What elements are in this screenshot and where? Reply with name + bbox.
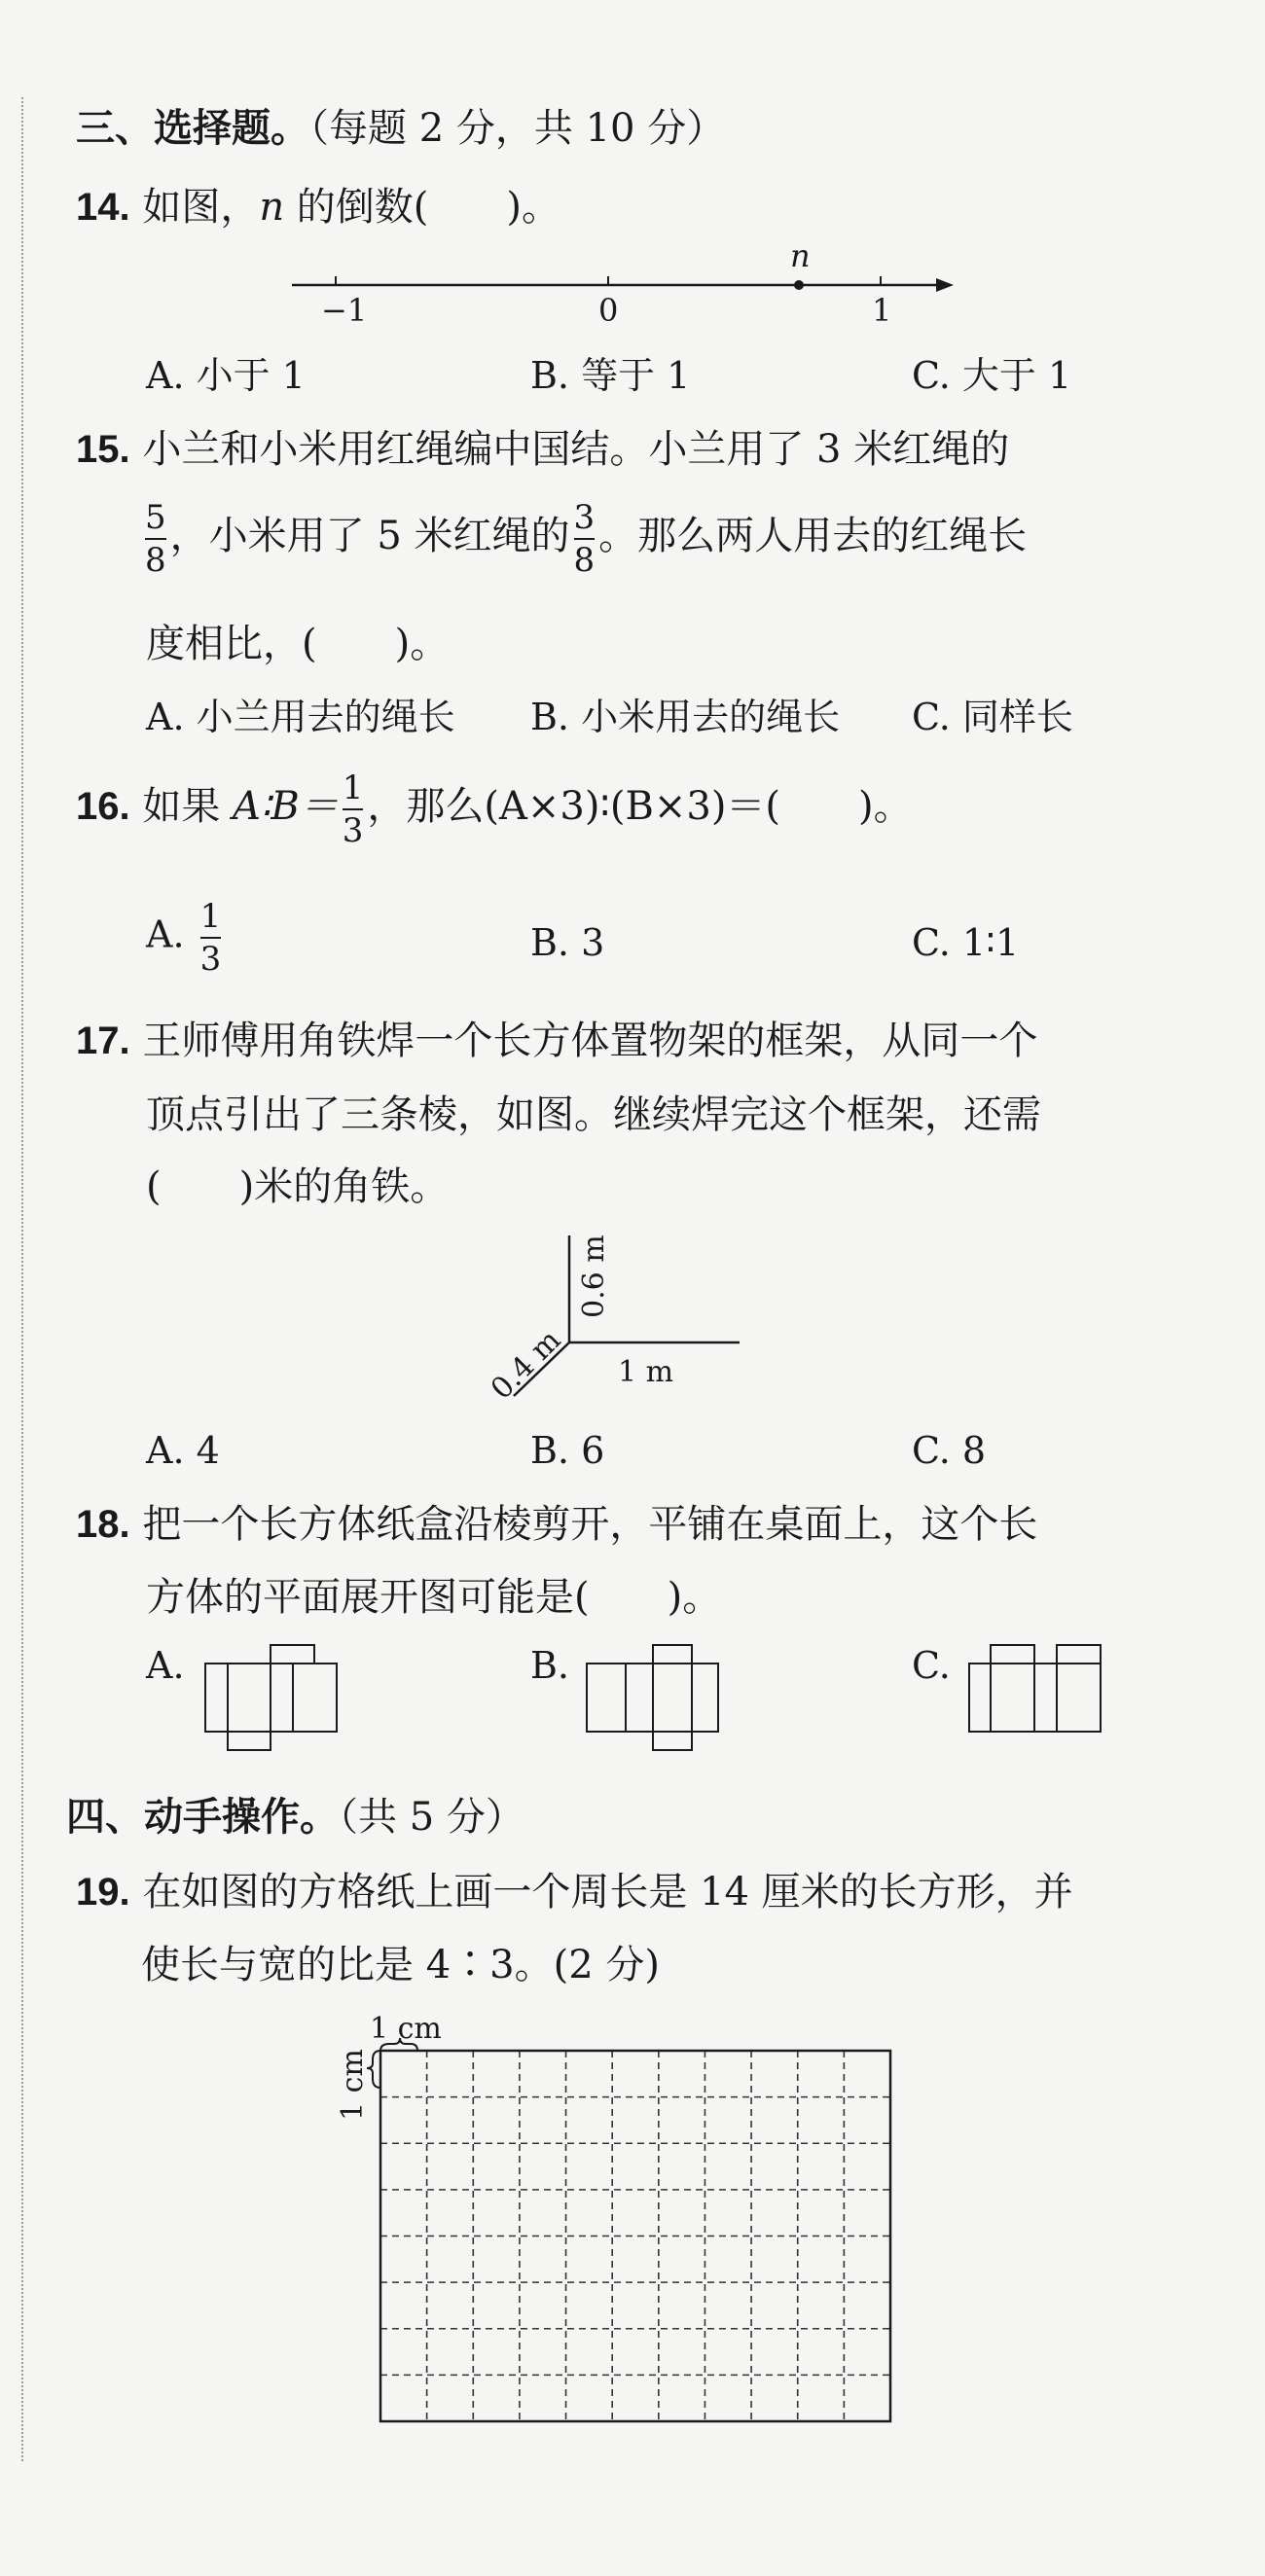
fraction-1-3 bbox=[199, 897, 222, 979]
section-4-note: （共 5 分） bbox=[339, 1795, 524, 1840]
section-3-note: （每题 2 分，共 10 分） bbox=[309, 106, 726, 151]
section-4-heading bbox=[66, 1795, 524, 1840]
question-text: 如果 bbox=[142, 784, 234, 829]
question-15-line2 bbox=[141, 498, 1028, 580]
question-16 bbox=[76, 769, 913, 850]
question-18-line2: 方体的平面展开图可能是( )。 bbox=[146, 1575, 722, 1620]
q15-option-c[interactable]: C. 同样长 bbox=[912, 696, 1073, 738]
q18-option-b-label[interactable]: B. bbox=[530, 1644, 570, 1687]
numerator: 1 bbox=[342, 769, 364, 807]
question-14 bbox=[76, 185, 561, 230]
denominator: 3 bbox=[199, 940, 222, 979]
q18-option-c-label[interactable]: C. bbox=[912, 1644, 951, 1687]
arrow-head bbox=[936, 278, 954, 292]
q17-option-c[interactable]: C. 8 bbox=[912, 1429, 987, 1472]
question-number: 15. bbox=[76, 428, 130, 471]
q14-option-c[interactable]: C. 大于 1 bbox=[912, 354, 1072, 397]
cuboid-edges-diagram bbox=[477, 1235, 759, 1411]
tick-label: 1 bbox=[872, 292, 892, 329]
q18-option-a-net[interactable] bbox=[204, 1644, 341, 1761]
question-15-line3: 度相比，( )。 bbox=[146, 622, 450, 666]
question-17-line3: ( )米的角铁。 bbox=[146, 1164, 450, 1209]
question-number: 19. bbox=[76, 1871, 130, 1914]
number-line bbox=[282, 237, 963, 331]
depth-label: 0.4 m bbox=[484, 1323, 568, 1407]
q18-option-a-label[interactable]: A. bbox=[146, 1644, 185, 1687]
question-text: 的倒数( )。 bbox=[284, 185, 561, 230]
question-text: 。那么两人用去的红绳长 bbox=[598, 514, 1028, 558]
q18-option-c-net[interactable] bbox=[968, 1644, 1104, 1741]
binding-margin-line bbox=[21, 97, 23, 2461]
question-text: 王师傅用角铁焊一个长方体置物架的框架，从同一个 bbox=[142, 1019, 1038, 1063]
unit-label-horizontal: 1 cm bbox=[370, 2012, 442, 2046]
ratio-expression: A∶B＝ bbox=[233, 784, 339, 829]
q14-option-b[interactable]: B. 等于 1 bbox=[530, 354, 691, 397]
question-number: 17. bbox=[76, 1020, 130, 1062]
q18-option-b-net[interactable] bbox=[586, 1644, 722, 1761]
point-n bbox=[794, 280, 804, 290]
option-label: A. bbox=[146, 912, 185, 956]
q14-option-a[interactable]: A. 小于 1 bbox=[146, 354, 306, 397]
question-number: 18. bbox=[76, 1503, 130, 1546]
denominator: 8 bbox=[145, 541, 166, 580]
length-label: 1 m bbox=[618, 1355, 674, 1389]
section-4-title: 四、动手操作。 bbox=[66, 1795, 339, 1840]
question-17 bbox=[76, 1019, 1038, 1063]
fraction-5-8 bbox=[145, 498, 166, 580]
question-15 bbox=[76, 427, 1010, 472]
question-text: ，那么(A×3)∶(B×3)＝( )。 bbox=[367, 784, 913, 829]
denominator: 8 bbox=[573, 541, 596, 580]
numerator: 5 bbox=[145, 498, 166, 537]
unit-label-vertical: 1 cm bbox=[336, 2049, 370, 2121]
question-number: 16. bbox=[76, 785, 130, 828]
section-3-heading bbox=[76, 106, 726, 151]
question-17-line2: 顶点引出了三条棱，如图。继续焊完这个框架，还需 bbox=[146, 1092, 1041, 1137]
numerator: 1 bbox=[199, 897, 222, 936]
point-n-label: n bbox=[790, 237, 811, 274]
question-19-line2: 使长与宽的比是 4∶3。(2 分) bbox=[141, 1943, 660, 1987]
question-19 bbox=[76, 1870, 1073, 1914]
height-label: 0.6 m bbox=[577, 1234, 611, 1318]
question-text: 小兰和小米用红绳编中国结。小兰用了 3 米红绳的 bbox=[142, 427, 1010, 472]
question-text: 把一个长方体纸盒沿棱剪开，平铺在桌面上，这个长 bbox=[142, 1502, 1038, 1547]
tick-label: −1 bbox=[321, 292, 368, 329]
q15-option-b[interactable]: B. 小米用去的绳长 bbox=[530, 696, 841, 738]
question-18 bbox=[76, 1502, 1038, 1547]
grid-lines bbox=[380, 2051, 890, 2421]
q15-option-a[interactable]: A. 小兰用去的绳长 bbox=[146, 696, 455, 738]
question-text: 如图， bbox=[142, 185, 260, 230]
fraction-3-8 bbox=[573, 498, 596, 580]
variable-n: n bbox=[259, 185, 285, 230]
tick-label: 0 bbox=[598, 292, 619, 329]
question-text: 在如图的方格纸上画一个周长是 14 厘米的长方形，并 bbox=[142, 1870, 1073, 1914]
numerator: 3 bbox=[573, 498, 596, 537]
q16-option-a[interactable] bbox=[146, 897, 225, 979]
section-3-title: 三、选择题。 bbox=[76, 106, 309, 151]
square-grid-paper[interactable] bbox=[331, 2009, 895, 2437]
question-text: ，小米用了 5 米红绳的 bbox=[169, 514, 570, 558]
fraction-1-3 bbox=[342, 769, 364, 850]
denominator: 3 bbox=[342, 811, 364, 850]
q16-option-b[interactable]: B. 3 bbox=[530, 921, 605, 964]
question-number: 14. bbox=[76, 186, 130, 229]
q16-option-c[interactable]: C. 1∶1 bbox=[912, 921, 1020, 964]
q17-option-a[interactable]: A. 4 bbox=[146, 1429, 220, 1472]
q17-option-b[interactable]: B. 6 bbox=[530, 1429, 605, 1472]
